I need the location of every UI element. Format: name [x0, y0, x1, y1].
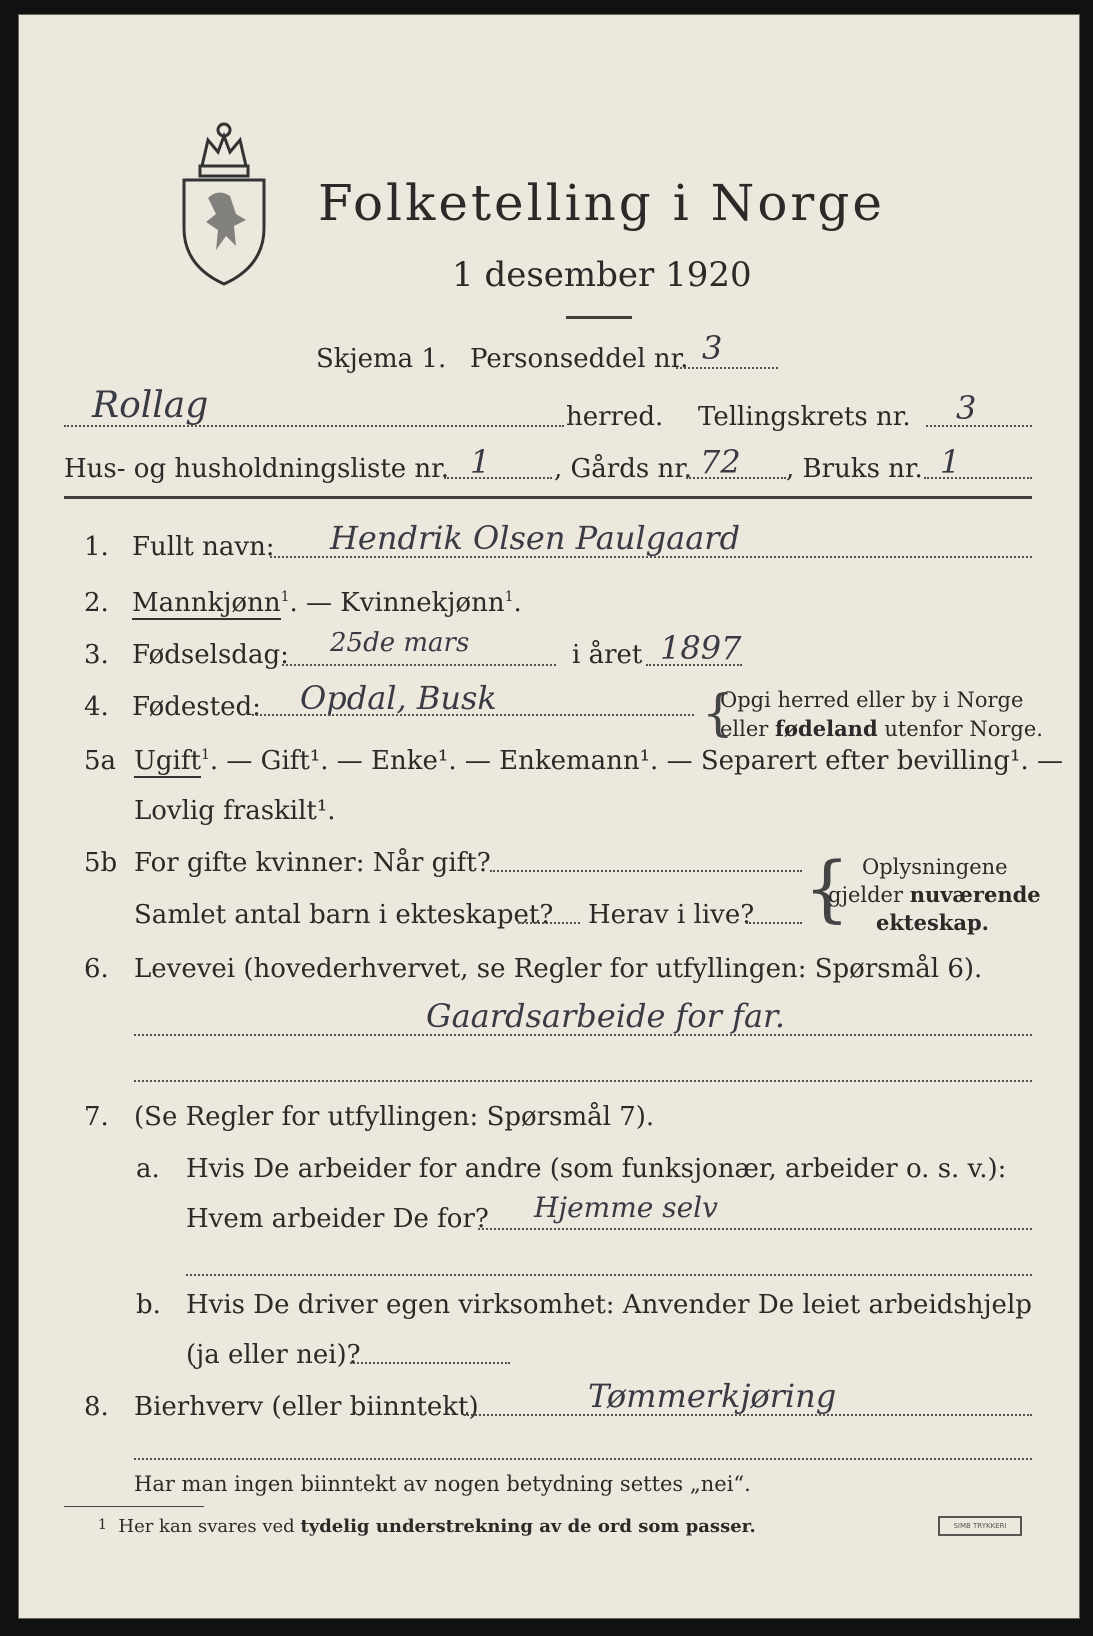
- title-divider: [566, 316, 632, 319]
- female-option: . — Kvinnekjønn: [289, 588, 505, 618]
- herred-label: herred.: [566, 402, 664, 432]
- q5a-number: 5a: [84, 746, 117, 776]
- q2-sex-options: [132, 590, 522, 616]
- employer-line-2: [186, 1274, 1032, 1276]
- occupation-line-2: [134, 1080, 1032, 1082]
- norwegian-coat-of-arms-icon: [178, 118, 270, 286]
- employer-value: Hjemme selv: [534, 1191, 718, 1224]
- q6-label: Levevei (hovederhvervet, se Regler for utfyllingen: Spørsmål 6).: [134, 954, 983, 984]
- q7a-line2: Hvem arbeider De for?: [186, 1204, 489, 1234]
- printer-stamp: SIMB TRYKKERI: [938, 1516, 1022, 1536]
- gards-label: , Gårds nr.: [554, 454, 693, 484]
- q5b-number: 5b: [84, 848, 118, 878]
- q4-note-line2: eller fødeland utenfor Norge.: [720, 716, 1043, 741]
- personseddel-label: Personseddel nr.: [470, 344, 689, 374]
- husliste-label: Hus- og husholdningsliste nr.: [64, 454, 450, 484]
- other-marital-options: . — Gift¹. — Enke¹. — Enkemann¹. — Separert efter bevilling¹. —: [209, 746, 1064, 776]
- schema-label: Skjema 1.: [316, 344, 447, 374]
- header-divider: [64, 496, 1032, 499]
- q4-label: Fødested:: [132, 692, 261, 722]
- q7b-letter: b.: [136, 1290, 161, 1320]
- side-income-line-1: [464, 1414, 1032, 1416]
- q2-footnote-mark: 1: [280, 589, 290, 605]
- form-title: Folketelling i Norge: [318, 174, 885, 232]
- birthday-value: 25de mars: [330, 628, 470, 658]
- male-option: Mannkjønn: [132, 588, 281, 618]
- q7b-line2: (ja eller nei)?: [186, 1340, 361, 1370]
- q4-note-line1: Opgi herred eller by i Norge: [720, 688, 1024, 712]
- q5b-note-1: Oplysningene: [862, 855, 1008, 879]
- q5b-note-brace: {: [804, 846, 850, 930]
- full-name-line: [270, 556, 1032, 558]
- bruks-label: , Bruks nr.: [786, 454, 923, 484]
- year-label: i året: [572, 640, 643, 670]
- q1-number: 1.: [84, 532, 109, 562]
- gards-line: [686, 477, 786, 479]
- q7a-line1: Hvis De arbeider for andre (som funksjonær, arbeider o. s. v.):: [186, 1154, 1007, 1184]
- birthday-line: [282, 664, 556, 666]
- q5b-children-alive: Herav i live?: [588, 900, 755, 930]
- q2-number: 2.: [84, 588, 109, 618]
- census-date: 1 desember 1920: [452, 255, 752, 295]
- q5b-children-alive-line: [746, 922, 802, 924]
- q1-label: Fullt navn:: [132, 532, 275, 562]
- q2-footnote-mark-2: 1: [504, 589, 514, 605]
- q8-number: 8.: [84, 1392, 109, 1422]
- q5b-children-total-line: [518, 922, 580, 924]
- gards-value: 72: [700, 443, 741, 481]
- tellingskrets-label: Tellingskrets nr.: [698, 402, 911, 432]
- q7b-line1: Hvis De driver egen virksomhet: Anvender De leiet arbeidshjelp: [186, 1290, 1032, 1320]
- q8-label: Bierhverv (eller biinntekt): [134, 1392, 479, 1422]
- nei-note: Har man ingen biinntekt av nogen betydning settes „nei“.: [134, 1472, 751, 1496]
- side-income-line-2: [134, 1458, 1032, 1460]
- hired-help-line: [350, 1362, 510, 1364]
- footnote: $^1$ Her kan svares ved tydelig understrekning av de ord som passer.: [98, 1516, 756, 1537]
- q5b-note-3: ekteskap.: [876, 910, 989, 935]
- q7a-letter: a.: [136, 1154, 160, 1184]
- q5b-note-2: gjelder nuværende: [828, 882, 1041, 907]
- q5b-married-when: For gifte kvinner: Når gift?: [134, 848, 491, 878]
- bruks-line: [924, 477, 1032, 479]
- husliste-value: 1: [470, 443, 491, 481]
- birthplace-value: Opdal, Busk: [300, 679, 497, 717]
- birth-year-value: 1897: [660, 629, 742, 667]
- q3-number: 3.: [84, 640, 109, 670]
- full-name-value: Hendrik Olsen Paulgaard: [330, 519, 741, 557]
- husliste-line: [444, 477, 552, 479]
- herred-value: Rollag: [92, 385, 209, 426]
- q4-number: 4.: [84, 692, 109, 722]
- q4-note-brace: {: [702, 684, 734, 742]
- tellingskrets-line: [926, 425, 1032, 427]
- q7-number: 7.: [84, 1102, 109, 1132]
- footnote-divider: [64, 1506, 204, 1507]
- q5a-marital-options: Ugift$^1$. — Gift¹. — Enke¹. — Enkemann¹. — Separert efter bevilling¹. —: [134, 746, 1064, 776]
- bruks-value: 1: [940, 443, 961, 481]
- herred-line: [64, 425, 564, 427]
- birthplace-line: [252, 714, 694, 716]
- occupation-value: Gaardsarbeide for far.: [426, 997, 785, 1035]
- personseddel-line: [676, 367, 778, 369]
- birth-year-line: [646, 664, 742, 666]
- personseddel-value: 3: [702, 329, 723, 367]
- employer-line-1: [478, 1228, 1032, 1230]
- q3-label: Fødselsdag:: [132, 640, 289, 670]
- q5b-children-total: Samlet antal barn i ekteskapet?: [134, 900, 554, 930]
- unmarried-option: Ugift: [134, 746, 201, 776]
- q5a-line2: Lovlig fraskilt¹.: [134, 796, 336, 826]
- q6-number: 6.: [84, 954, 109, 984]
- q2-end: .: [513, 588, 522, 618]
- occupation-line-1: [134, 1034, 1032, 1036]
- tellingskrets-value: 3: [956, 389, 977, 427]
- side-income-value: Tømmerkjøring: [588, 1377, 837, 1415]
- q5b-married-when-line: [490, 870, 802, 872]
- q7-label: (Se Regler for utfyllingen: Spørsmål 7).: [134, 1102, 655, 1132]
